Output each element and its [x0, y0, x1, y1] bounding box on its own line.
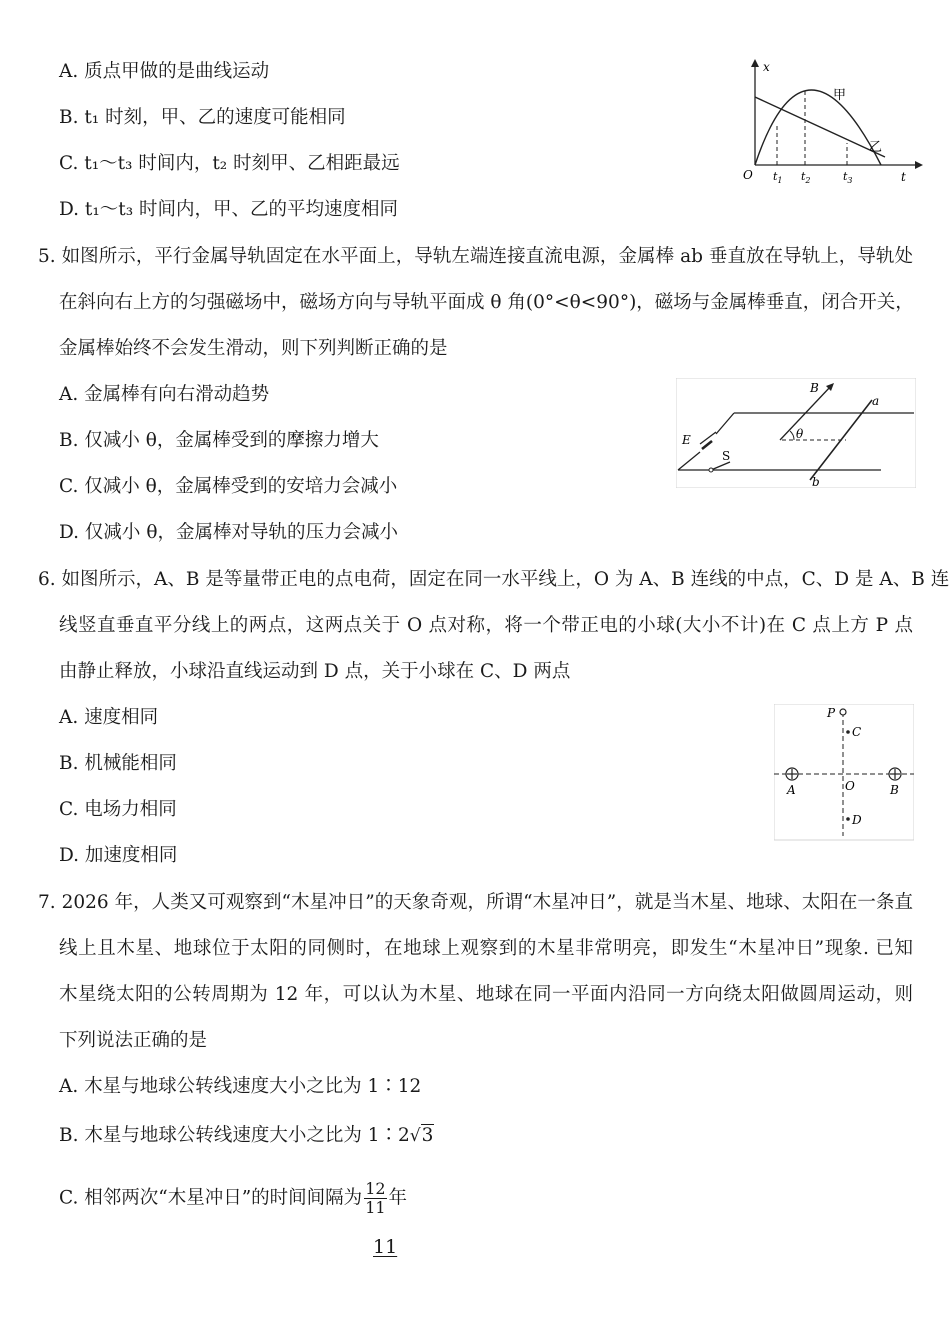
q6-charge-diagram — [774, 704, 914, 842]
q7-stem-line-4: 下列说法正确的是 — [59, 1030, 208, 1051]
q7-option-b: B. 木星与地球公转线速度大小之比为 1∶2√3 — [59, 1125, 434, 1146]
q6-option-a: A. 速度相同 — [59, 707, 159, 728]
q5-field-b-label: B — [810, 381, 819, 395]
q7-option-c: C. 相邻两次“木星冲日”的时间间隔为 $\frac{12}{11}$ 年 — [59, 1179, 408, 1217]
q4-t2-label: $t_2$ — [801, 170, 811, 185]
page-number: 11 — [373, 1236, 398, 1258]
q7-option-a: A. 木星与地球公转线速度大小之比为 1∶12 — [59, 1076, 422, 1097]
q6-point-c-label: C — [852, 725, 862, 739]
q6-stem-line-1: 6. 如图所示，A、B 是等量带正电的点电荷，固定在同一水平线上，O 为 A、B 连线的中点，C、D 是 A、B 连 — [38, 569, 950, 590]
q6-stem-line-3: 由静止释放，小球沿直线运动到 D 点，关于小球在 C、D 两点 — [59, 661, 571, 682]
q4-t3-label: $t_3$ — [843, 170, 853, 185]
q7-fraction: $\frac{12}{11}$ — [365, 1179, 386, 1217]
q4-option-c: C. t₁～t₃ 时间内，t₂ 时刻甲、乙相距最远 — [59, 153, 400, 174]
q4-option-b: B. t₁ 时刻，甲、乙的速度可能相同 — [59, 107, 346, 128]
q5-stem-line-2: 在斜向右上方的匀强磁场中，磁场方向与导轨平面成 θ 角(0°<θ<90°)，磁场与金属棒垂直，闭合开关， — [59, 292, 914, 313]
q5-stem-line-3: 金属棒始终不会发生滑动，则下列判断正确的是 — [59, 338, 448, 359]
q4-origin-label: O — [743, 168, 753, 182]
q4-t1-label: $t_1$ — [773, 170, 783, 185]
q4-line-yi-label: 乙 — [869, 140, 883, 155]
q5-option-a: A. 金属棒有向右滑动趋势 — [59, 384, 270, 405]
q4-option-a: A. 质点甲做的是曲线运动 — [59, 61, 270, 82]
q5-rod-a-label: a — [872, 394, 880, 408]
q4-y-axis-label: x — [763, 60, 770, 74]
q5-rail-diagram — [676, 378, 916, 488]
q5-stem-line-1: 5. 如图所示，平行金属导轨固定在水平面上，导轨左端连接直流电源，金属棒 ab 垂直放在导轨上，导轨处 — [38, 246, 913, 267]
q5-option-c: C. 仅减小 θ，金属棒受到的安培力会减小 — [59, 476, 398, 497]
q7-stem-line-2: 线上且木星、地球位于太阳的同侧时，在地球上观察到的木星非常明亮，即发生“木星冲日”现象. 已知 — [59, 938, 913, 959]
q6-point-p-label: P — [827, 706, 836, 720]
q5-theta-label: θ — [796, 427, 804, 441]
q5-rod-b-label: b — [812, 475, 820, 488]
q6-charge-b-label: B — [890, 783, 899, 797]
q6-stem-line-2: 线竖直垂直平分线上的两点，这两点关于 O 点对称，将一个带正电的小球(大小不计)在 C 点上方 P 点 — [59, 615, 913, 636]
q6-charge-a-label: A — [787, 783, 796, 797]
q6-option-d: D. 加速度相同 — [59, 845, 178, 866]
q5-switch-s-label: S — [722, 449, 731, 463]
q7-stem-line-1: 7. 2026 年，人类又可观察到“木星冲日”的天象奇观，所谓“木星冲日”，就是当木星、地球、太阳在一条直 — [38, 892, 913, 913]
q4-option-d: D. t₁～t₃ 时间内，甲、乙的平均速度相同 — [59, 199, 399, 220]
q5-source-e-label: E — [682, 433, 691, 447]
q5-option-b: B. 仅减小 θ，金属棒受到的摩擦力增大 — [59, 430, 379, 451]
q6-option-c: C. 电场力相同 — [59, 799, 177, 820]
q6-point-o-label: O — [845, 779, 855, 793]
q6-point-d-label: D — [852, 813, 862, 827]
q4-xt-graph — [735, 55, 925, 185]
q6-option-b: B. 机械能相同 — [59, 753, 177, 774]
q4-x-axis-label: t — [901, 170, 906, 184]
q4-curve-jia-label: 甲 — [833, 88, 847, 103]
q7-option-b-sqrt-arg: 3 — [421, 1125, 434, 1146]
q7-stem-line-3: 木星绕太阳的公转周期为 12 年，可以认为木星、地球在同一平面内沿同一方向绕太阳做圆周运动，则 — [59, 984, 913, 1005]
q5-option-d: D. 仅减小 θ，金属棒对导轨的压力会减小 — [59, 522, 398, 543]
